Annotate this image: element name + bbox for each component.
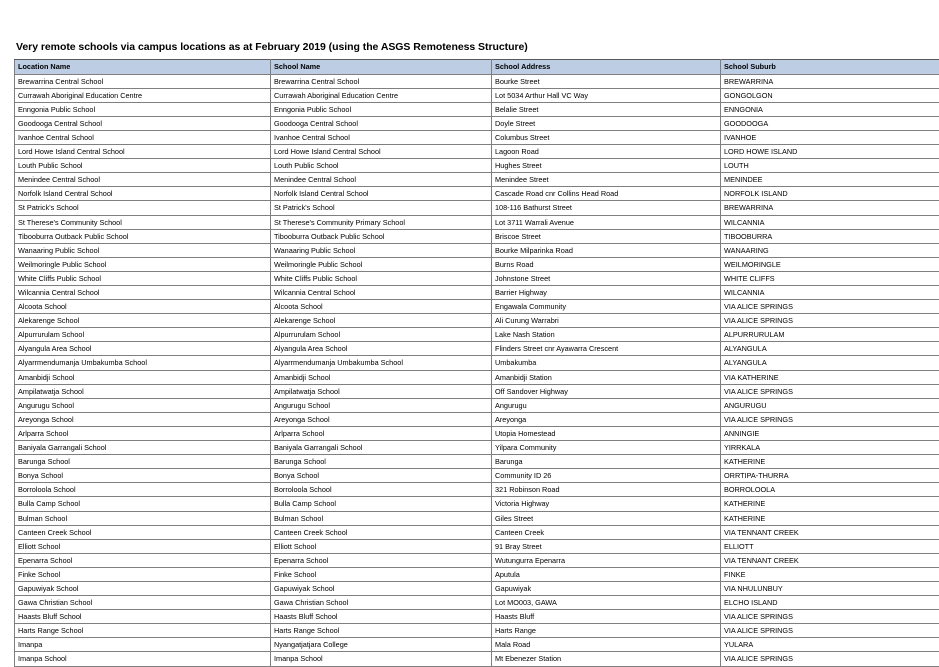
cell-location_name: Lord Howe Island Central School [15, 145, 271, 159]
table-row [15, 356, 939, 370]
cell-location_name: Imanpa [15, 638, 271, 652]
cell-location_name: Alyangula Area School [15, 342, 271, 356]
very-remote-schools-table [14, 59, 939, 667]
page-title: Very remote schools via campus locations as at February 2019 (using the ASGS Remoteness Structure) [16, 41, 528, 53]
table-row [15, 539, 939, 553]
cell-school_address: Areyonga [492, 412, 721, 426]
cell-school_suburb: VIA ALICE SPRINGS [721, 652, 939, 666]
cell-school_suburb: BORROLOOLA [721, 483, 939, 497]
cell-school_name: White Cliffs Public School [271, 271, 492, 285]
cell-school_name: Haasts Bluff School [271, 610, 492, 624]
cell-school_address: 321 Robinson Road [492, 483, 721, 497]
cell-location_name: Haasts Bluff School [15, 610, 271, 624]
cell-school_address: Lot 5034 Arthur Hall VC Way [492, 88, 721, 102]
cell-location_name: Weilmoringle Public School [15, 257, 271, 271]
table-row [15, 300, 939, 314]
cell-location_name: Menindee Central School [15, 173, 271, 187]
cell-school_suburb: KATHERINE [721, 511, 939, 525]
table-row [15, 201, 939, 215]
table-row [15, 286, 939, 300]
cell-location_name: Brewarrina Central School [15, 74, 271, 88]
table-row [15, 314, 939, 328]
cell-school_suburb: VIA ALICE SPRINGS [721, 610, 939, 624]
table-row [15, 497, 939, 511]
cell-location_name: Alcoota School [15, 300, 271, 314]
cell-school_name: Norfolk Island Central School [271, 187, 492, 201]
cell-school_suburb: ANNINGIE [721, 426, 939, 440]
table-row [15, 638, 939, 652]
cell-school_suburb: VIA ALICE SPRINGS [721, 314, 939, 328]
cell-school_suburb: ALYANGULA [721, 356, 939, 370]
cell-school_name: Arlparra School [271, 426, 492, 440]
table-row [15, 370, 939, 384]
cell-school_suburb: GOODOOGA [721, 116, 939, 130]
cell-location_name: Alyarrmendumanja Umbakumba School [15, 356, 271, 370]
cell-location_name: Alekarenge School [15, 314, 271, 328]
table-row [15, 398, 939, 412]
cell-school_suburb: IVANHOE [721, 130, 939, 144]
cell-school_address: Doyle Street [492, 116, 721, 130]
cell-school_suburb: LOUTH [721, 159, 939, 173]
cell-location_name: Canteen Creek School [15, 525, 271, 539]
cell-school_suburb: MENINDEE [721, 173, 939, 187]
table-row [15, 145, 939, 159]
table-row [15, 553, 939, 567]
cell-school_name: Harts Range School [271, 624, 492, 638]
table-row [15, 102, 939, 116]
table-row [15, 596, 939, 610]
cell-school_suburb: KATHERINE [721, 497, 939, 511]
cell-school_address: 108-116 Bathurst Street [492, 201, 721, 215]
cell-school_suburb: WEILMORINGLE [721, 257, 939, 271]
cell-school_name: Baniyala Garrangali School [271, 441, 492, 455]
cell-location_name: Norfolk Island Central School [15, 187, 271, 201]
cell-school_address: Johnstone Street [492, 271, 721, 285]
cell-location_name: Wanaaring Public School [15, 243, 271, 257]
cell-school_name: Finke School [271, 567, 492, 581]
table-row [15, 412, 939, 426]
table-row [15, 469, 939, 483]
column-header-location-name: Location Name [15, 60, 271, 75]
table-row [15, 426, 939, 440]
cell-school_address: Gapuwiyak [492, 581, 721, 595]
cell-school_suburb: VIA NHULUNBUY [721, 581, 939, 595]
cell-school_name: Ampilatwatja School [271, 384, 492, 398]
cell-location_name: Alpurrurulam School [15, 328, 271, 342]
cell-school_suburb: KATHERINE [721, 455, 939, 469]
cell-school_address: Engawala Community [492, 300, 721, 314]
cell-school_suburb: BREWARRINA [721, 74, 939, 88]
cell-location_name: Bulman School [15, 511, 271, 525]
table-row [15, 243, 939, 257]
cell-school_name: Borroloola School [271, 483, 492, 497]
table-row [15, 116, 939, 130]
cell-school_name: Amanbidji School [271, 370, 492, 384]
cell-location_name: Finke School [15, 567, 271, 581]
cell-school_address: Bourke Street [492, 74, 721, 88]
cell-school_name: Menindee Central School [271, 173, 492, 187]
cell-school_suburb: VIA ALICE SPRINGS [721, 412, 939, 426]
cell-school_name: Imanpa School [271, 652, 492, 666]
cell-school_suburb: VIA TENNANT CREEK [721, 525, 939, 539]
cell-location_name: Angurugu School [15, 398, 271, 412]
column-header-school-name: School Name [271, 60, 492, 75]
cell-school_suburb: FINKE [721, 567, 939, 581]
cell-location_name: Goodooga Central School [15, 116, 271, 130]
cell-school_name: Enngonia Public School [271, 102, 492, 116]
table-row [15, 159, 939, 173]
table-row [15, 441, 939, 455]
cell-school_suburb: ALPURRURULAM [721, 328, 939, 342]
cell-school_address: Barunga [492, 455, 721, 469]
cell-school_name: Weilmoringle Public School [271, 257, 492, 271]
cell-location_name: Tibooburra Outback Public School [15, 229, 271, 243]
cell-school_address: Amanbidji Station [492, 370, 721, 384]
cell-school_name: Alpurrurulam School [271, 328, 492, 342]
table-row [15, 455, 939, 469]
table-body [15, 74, 939, 666]
cell-location_name: Bonya School [15, 469, 271, 483]
cell-school_address: Menindee Street [492, 173, 721, 187]
cell-school_address: Bourke Milparinka Road [492, 243, 721, 257]
cell-school_name: Goodooga Central School [271, 116, 492, 130]
cell-school_suburb: YIRRKALA [721, 441, 939, 455]
cell-school_name: Ivanhoe Central School [271, 130, 492, 144]
cell-school_suburb: VIA ALICE SPRINGS [721, 384, 939, 398]
cell-school_name: Barunga School [271, 455, 492, 469]
cell-school_suburb: BREWARRINA [721, 201, 939, 215]
cell-school_address: Utopia Homestead [492, 426, 721, 440]
cell-school_name: Alyarrmendumanja Umbakumba School [271, 356, 492, 370]
cell-school_address: Angurugu [492, 398, 721, 412]
cell-school_name: Gapuwiyak School [271, 581, 492, 595]
cell-school_name: Bulla Camp School [271, 497, 492, 511]
cell-school_address: Community ID 26 [492, 469, 721, 483]
cell-school_address: Yilpara Community [492, 441, 721, 455]
cell-school_name: Tibooburra Outback Public School [271, 229, 492, 243]
table-row [15, 229, 939, 243]
table-row [15, 257, 939, 271]
cell-location_name: Areyonga School [15, 412, 271, 426]
cell-school_name: Wilcannia Central School [271, 286, 492, 300]
cell-location_name: Arlparra School [15, 426, 271, 440]
cell-school_name: Bulman School [271, 511, 492, 525]
cell-school_name: St Patrick's School [271, 201, 492, 215]
cell-location_name: Baniyala Garrangali School [15, 441, 271, 455]
cell-school_address: Mala Road [492, 638, 721, 652]
cell-location_name: Imanpa School [15, 652, 271, 666]
cell-school_suburb: ORRTIPA-THURRA [721, 469, 939, 483]
cell-school_suburb: ELCHO ISLAND [721, 596, 939, 610]
table-row [15, 525, 939, 539]
cell-school_address: Giles Street [492, 511, 721, 525]
cell-school_name: Brewarrina Central School [271, 74, 492, 88]
cell-school_suburb: WILCANNIA [721, 286, 939, 300]
table-row [15, 342, 939, 356]
cell-location_name: Ampilatwatja School [15, 384, 271, 398]
cell-school_suburb: WHITE CLIFFS [721, 271, 939, 285]
table-row [15, 483, 939, 497]
cell-school_name: Gawa Christian School [271, 596, 492, 610]
cell-school_name: Elliott School [271, 539, 492, 553]
cell-location_name: Harts Range School [15, 624, 271, 638]
cell-school_name: Epenarra School [271, 553, 492, 567]
cell-school_address: Victoria Highway [492, 497, 721, 511]
table-row [15, 173, 939, 187]
cell-school_address: Burns Road [492, 257, 721, 271]
cell-school_address: Aputula [492, 567, 721, 581]
cell-school_address: Wutungurra Epenarra [492, 553, 721, 567]
cell-school_suburb: VIA ALICE SPRINGS [721, 300, 939, 314]
cell-location_name: Gapuwiyak School [15, 581, 271, 595]
cell-school_address: Ali Curung Warrabri [492, 314, 721, 328]
cell-school_name: Alyangula Area School [271, 342, 492, 356]
cell-school_address: Lagoon Road [492, 145, 721, 159]
cell-school_name: Alcoota School [271, 300, 492, 314]
cell-school_address: Cascade Road cnr Collins Head Road [492, 187, 721, 201]
cell-location_name: Wilcannia Central School [15, 286, 271, 300]
table-row [15, 130, 939, 144]
cell-location_name: Epenarra School [15, 553, 271, 567]
cell-school_suburb: ALYANGULA [721, 342, 939, 356]
cell-location_name: Louth Public School [15, 159, 271, 173]
cell-location_name: Gawa Christian School [15, 596, 271, 610]
cell-school_name: St Therese's Community Primary School [271, 215, 492, 229]
cell-school_suburb: TIBOOBURRA [721, 229, 939, 243]
cell-school_suburb: NORFOLK ISLAND [721, 187, 939, 201]
cell-location_name: St Patrick's School [15, 201, 271, 215]
cell-school_suburb: VIA ALICE SPRINGS [721, 624, 939, 638]
cell-school_address: Harts Range [492, 624, 721, 638]
table-row [15, 511, 939, 525]
table-row [15, 271, 939, 285]
cell-school_name: Angurugu School [271, 398, 492, 412]
cell-school_name: Louth Public School [271, 159, 492, 173]
column-header-school-suburb: School Suburb [721, 60, 939, 75]
cell-school_suburb: YULARA [721, 638, 939, 652]
cell-location_name: St Therese's Community School [15, 215, 271, 229]
cell-school_suburb: ENNGONIA [721, 102, 939, 116]
cell-school_name: Wanaaring Public School [271, 243, 492, 257]
table-header-row [15, 60, 939, 75]
cell-school_address: Lot 3711 Warrali Avenue [492, 215, 721, 229]
cell-location_name: Bulla Camp School [15, 497, 271, 511]
cell-location_name: Amanbidji School [15, 370, 271, 384]
table-row [15, 88, 939, 102]
cell-school_name: Currawah Aboriginal Education Centre [271, 88, 492, 102]
cell-school_address: Belalie Street [492, 102, 721, 116]
cell-school_address: Mt Ebenezer Station [492, 652, 721, 666]
cell-school_address: Off Sandover Highway [492, 384, 721, 398]
cell-location_name: White Cliffs Public School [15, 271, 271, 285]
cell-school_address: Flinders Street cnr Ayawarra Crescent [492, 342, 721, 356]
table-row [15, 581, 939, 595]
table-row [15, 215, 939, 229]
cell-school_address: Hughes Street [492, 159, 721, 173]
cell-school_suburb: VIA KATHERINE [721, 370, 939, 384]
cell-location_name: Currawah Aboriginal Education Centre [15, 88, 271, 102]
cell-school_suburb: GONGOLGON [721, 88, 939, 102]
cell-school_suburb: ANGURUGU [721, 398, 939, 412]
cell-school_suburb: WILCANNIA [721, 215, 939, 229]
cell-school_name: Areyonga School [271, 412, 492, 426]
table-row [15, 384, 939, 398]
cell-location_name: Enngonia Public School [15, 102, 271, 116]
table-row [15, 624, 939, 638]
cell-school_suburb: LORD HOWE ISLAND [721, 145, 939, 159]
cell-school_name: Canteen Creek School [271, 525, 492, 539]
table-row [15, 328, 939, 342]
cell-location_name: Ivanhoe Central School [15, 130, 271, 144]
cell-school_address: Lake Nash Station [492, 328, 721, 342]
cell-school_suburb: WANAARING [721, 243, 939, 257]
cell-school_address: Haasts Bluff [492, 610, 721, 624]
cell-school_address: Umbakumba [492, 356, 721, 370]
cell-school_suburb: VIA TENNANT CREEK [721, 553, 939, 567]
cell-school_name: Nyangatjatjara College [271, 638, 492, 652]
cell-school_address: Barrier Highway [492, 286, 721, 300]
column-header-school-address: School Address [492, 60, 721, 75]
cell-school_suburb: ELLIOTT [721, 539, 939, 553]
cell-school_address: Columbus Street [492, 130, 721, 144]
cell-location_name: Elliott School [15, 539, 271, 553]
table-row [15, 567, 939, 581]
cell-school_address: Lot MO003, GAWA [492, 596, 721, 610]
cell-school_address: Briscoe Street [492, 229, 721, 243]
cell-school_name: Bonya School [271, 469, 492, 483]
cell-school_name: Lord Howe Island Central School [271, 145, 492, 159]
cell-location_name: Barunga School [15, 455, 271, 469]
table-row [15, 74, 939, 88]
cell-school_name: Alekarenge School [271, 314, 492, 328]
data-table-container [14, 59, 939, 667]
table-row [15, 610, 939, 624]
cell-school_address: 91 Bray Street [492, 539, 721, 553]
cell-school_address: Canteen Creek [492, 525, 721, 539]
cell-location_name: Borroloola School [15, 483, 271, 497]
table-row [15, 187, 939, 201]
